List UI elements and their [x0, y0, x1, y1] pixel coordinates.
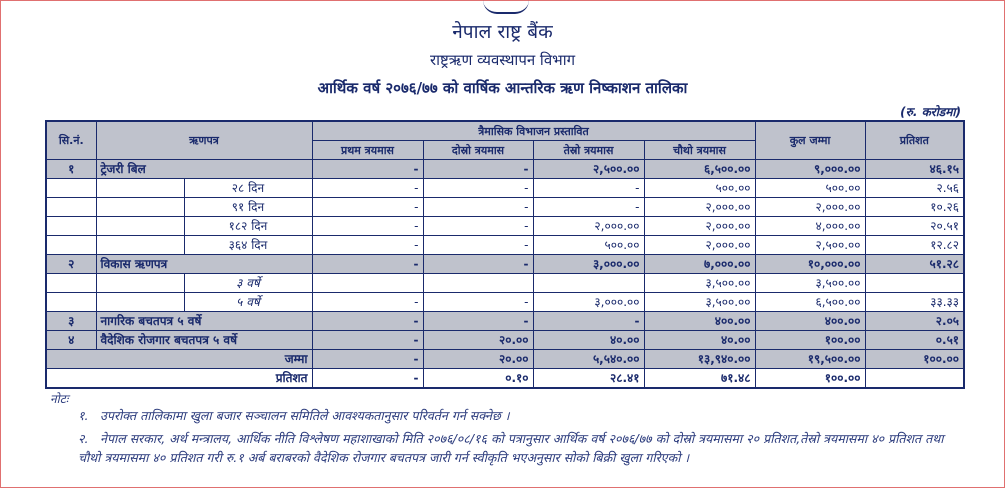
- table-title: आर्थिक वर्ष २०७६/७७ को वार्षिक आन्तरिक ऋण निष्काशन तालिका: [317, 79, 688, 97]
- row-instrument-name: [96, 217, 184, 236]
- table-row: [46, 198, 964, 217]
- row-percent: २.०५: [865, 312, 964, 331]
- row-percent: १०.२६: [865, 198, 964, 217]
- row-q1: -: [312, 331, 423, 350]
- row-instrument-name: नागरिक बचतपत्र ५ वर्षे: [96, 312, 312, 331]
- col-total: कुल जम्मा: [755, 121, 865, 160]
- percent-row-total: १००.००: [755, 369, 865, 389]
- row-q1: -: [312, 198, 423, 217]
- table-row: [46, 217, 964, 236]
- total-row-total: १९,५००.००: [755, 350, 865, 369]
- total-row-label: जम्मा: [46, 350, 312, 369]
- row-instrument-name: [96, 198, 184, 217]
- row-total: ६,५००.००: [755, 293, 865, 312]
- row-q1: -: [312, 179, 423, 198]
- row-q2: २०.००: [423, 331, 533, 350]
- col-percent: प्रतिशत: [865, 121, 964, 160]
- row-instrument-term: ५ वर्षे: [184, 293, 312, 312]
- row-percent: २०.५१: [865, 217, 964, 236]
- row-percent: १२.८२: [865, 236, 964, 255]
- row-q3: -: [533, 198, 644, 217]
- row-q3: -: [533, 312, 644, 331]
- row-instrument-name: [96, 293, 184, 312]
- row-percent: ४६.१५: [865, 160, 964, 179]
- row-q4: ६,५००.००: [644, 160, 755, 179]
- table-row: [46, 331, 964, 350]
- note-1-text: उपरोक्त तालिकामा खुला बजार सञ्चालन समितिले आवश्यकतानुसार परिवर्तन गर्न सक्नेछ ।: [100, 408, 510, 423]
- row-sn: ४: [46, 331, 96, 350]
- row-q2: -: [423, 293, 533, 312]
- issuance-table: [45, 120, 965, 389]
- row-q4: ३,५००.००: [644, 274, 755, 293]
- row-percent: ५१.२८: [865, 255, 964, 274]
- row-percent: ३३.३३: [865, 293, 964, 312]
- percent-row-q3: २८.४१: [533, 369, 644, 389]
- bank-emblem-icon: [483, 0, 529, 14]
- row-q3: ५००.००: [533, 236, 644, 255]
- col-sn: सि.नं.: [46, 121, 96, 160]
- col-q3: तेस्रो त्रयमास: [533, 141, 644, 160]
- row-q1: -: [312, 255, 423, 274]
- row-sn: २: [46, 255, 96, 274]
- table-row: [46, 255, 964, 274]
- note-2: [78, 429, 948, 467]
- row-sn: १: [46, 160, 96, 179]
- row-q4: २,०००.००: [644, 217, 755, 236]
- row-total: ३,५००.००: [755, 274, 865, 293]
- row-q4: २,०००.००: [644, 198, 755, 217]
- row-q2: -: [423, 312, 533, 331]
- row-percent: ०.५१: [865, 331, 964, 350]
- unit-label: (रु. करोडमा): [900, 105, 961, 119]
- row-q2: -: [423, 255, 533, 274]
- percent-row-q2: ०.१०: [423, 369, 533, 389]
- row-q2: -: [423, 179, 533, 198]
- col-instrument: ऋणपत्र: [96, 121, 312, 160]
- row-total: २,५००.००: [755, 236, 865, 255]
- org-title: नेपाल राष्ट्र बैंक: [452, 21, 553, 43]
- table-row: [46, 179, 964, 198]
- row-q4: ५००.००: [644, 179, 755, 198]
- row-percent: २.५६: [865, 179, 964, 198]
- row-sn: [46, 217, 96, 236]
- row-instrument-term: ३ वर्षे: [184, 274, 312, 293]
- table-row: [46, 293, 964, 312]
- notes-heading: नोटः: [50, 392, 69, 406]
- col-q2: दोस्रो त्रयमास: [423, 141, 533, 160]
- percent-row-q1: -: [312, 369, 423, 389]
- row-percent: [865, 274, 964, 293]
- row-q4: ३,५००.००: [644, 293, 755, 312]
- row-total: १०,०००.००: [755, 255, 865, 274]
- table-row: [46, 160, 964, 179]
- row-total: ५००.००: [755, 179, 865, 198]
- table-row: [46, 236, 964, 255]
- note-1-index: १.: [78, 408, 89, 423]
- row-sn: [46, 198, 96, 217]
- row-q1: -: [312, 293, 423, 312]
- total-row-q4: १३,९४०.००: [644, 350, 755, 369]
- row-instrument-name: [96, 236, 184, 255]
- total-row-q1: -: [312, 350, 423, 369]
- total-row-q2: २०.००: [423, 350, 533, 369]
- row-instrument-name: [96, 274, 184, 293]
- row-q2: -: [423, 198, 533, 217]
- row-q1: -: [312, 217, 423, 236]
- table-row: [46, 274, 964, 293]
- row-q2: -: [423, 160, 533, 179]
- row-q2: -: [423, 236, 533, 255]
- total-row: [46, 350, 964, 369]
- col-q1: प्रथम त्रयमास: [312, 141, 423, 160]
- total-row-pct: १००.००: [865, 350, 964, 369]
- row-total: ४,०००.००: [755, 217, 865, 236]
- percent-row-pct: [865, 369, 964, 389]
- row-instrument-name: वैदेशिक रोजगार बचतपत्र ५ वर्षे: [96, 331, 312, 350]
- row-q3: २,०००.००: [533, 217, 644, 236]
- row-q4: ७,०००.००: [644, 255, 755, 274]
- row-instrument-name: ट्रेजरी बिल: [96, 160, 312, 179]
- row-total: ४००.००: [755, 312, 865, 331]
- total-row-q3: ५,५४०.००: [533, 350, 644, 369]
- row-q4: ४०.००: [644, 331, 755, 350]
- row-q3: [533, 274, 644, 293]
- table-row: [46, 312, 964, 331]
- percent-row-label: प्रतिशत: [46, 369, 312, 389]
- row-q2: -: [423, 217, 533, 236]
- row-instrument-term: २८ दिन: [184, 179, 312, 198]
- dept-title: राष्ट्रऋण व्यवस्थापन विभाग: [429, 51, 576, 69]
- row-sn: [46, 179, 96, 198]
- row-instrument-term: १८२ दिन: [184, 217, 312, 236]
- row-q3: ३,०००.००: [533, 255, 644, 274]
- row-instrument-term: ३६४ दिन: [184, 236, 312, 255]
- row-q3: ४०.००: [533, 331, 644, 350]
- row-q4: ४००.००: [644, 312, 755, 331]
- row-q4: २,०००.००: [644, 236, 755, 255]
- row-sn: [46, 236, 96, 255]
- note-2-index: २.: [78, 431, 89, 446]
- row-sn: ३: [46, 312, 96, 331]
- note-2-text: नेपाल सरकार, अर्थ मन्त्रालय, आर्थिक नीति विश्लेषण महाशाखाको मिति २०७६/०८/१६ को पत्रानुसार आर्थिक वर्ष २०७६/७७ को दोस्रो त्रयमासमा २० प्रतिशत,तेस्रो त्रयमासमा ४० प्रतिशत तथा चौथो त्रयमासमा ४० प्रतिशत गरी रु.१ अर्ब बराबरको वैदेशिक रोजगार बचतपत्र जारी गर्न स्वीकृति भएअनुसार सोको बिक्री खुला गरिएको ।: [78, 431, 944, 465]
- row-total: ९,०००.००: [755, 160, 865, 179]
- row-q3: ३,०००.००: [533, 293, 644, 312]
- row-sn: [46, 274, 96, 293]
- row-q1: -: [312, 312, 423, 331]
- percent-row: [46, 369, 964, 389]
- row-q1: [312, 274, 423, 293]
- row-total: २,०००.००: [755, 198, 865, 217]
- note-1: [78, 406, 509, 425]
- row-instrument-name: विकास ऋणपत्र: [96, 255, 312, 274]
- row-q1: -: [312, 160, 423, 179]
- row-q3: -: [533, 179, 644, 198]
- row-q2: [423, 274, 533, 293]
- row-q3: २,५००.००: [533, 160, 644, 179]
- row-instrument-term: ९१ दिन: [184, 198, 312, 217]
- col-quarterly: त्रैमासिक विभाजन प्रस्तावित: [312, 121, 755, 141]
- row-q1: -: [312, 236, 423, 255]
- row-instrument-name: [96, 179, 184, 198]
- row-total: १००.००: [755, 331, 865, 350]
- percent-row-q4: ७१.४८: [644, 369, 755, 389]
- col-q4: चौथो त्रयमास: [644, 141, 755, 160]
- row-sn: [46, 293, 96, 312]
